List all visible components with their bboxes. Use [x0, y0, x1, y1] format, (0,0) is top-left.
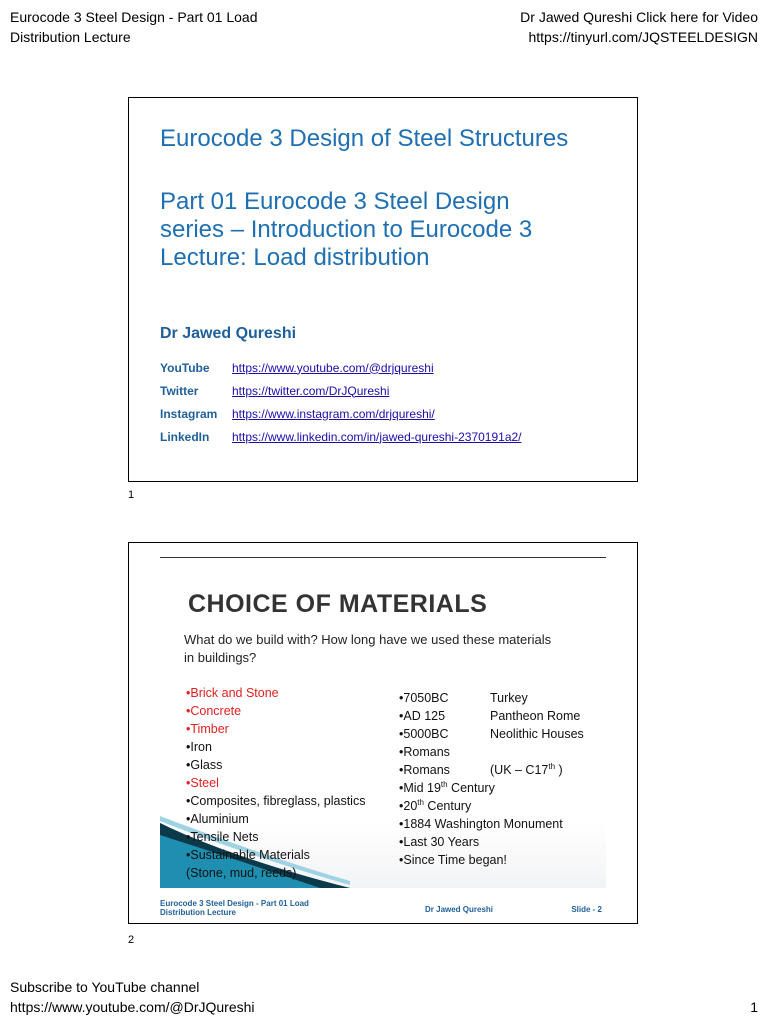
slide-title: CHOICE OF MATERIALS: [188, 590, 488, 618]
page-header-left: [10, 7, 258, 47]
list-item: •20th Century: [399, 797, 472, 813]
link-label: YouTube: [160, 360, 210, 375]
subtitle-line: Lecture: Load distribution: [160, 244, 430, 271]
page-number: 1: [750, 999, 758, 1015]
subtitle-line: Part 01 Eurocode 3 Steel Design: [160, 188, 510, 215]
list-item: •Steel: [186, 776, 219, 790]
list-item: •Iron: [186, 740, 212, 754]
footer-title-line: Distribution Lecture: [160, 908, 237, 917]
slide-1: [128, 97, 638, 482]
slide-content-panel: [160, 557, 606, 888]
footer-title-line: Eurocode 3 Steel Design - Part 01 Load: [160, 899, 309, 908]
slide-footer-title: [160, 899, 309, 917]
link-label: LinkedIn: [160, 429, 210, 444]
list-item: [399, 761, 584, 779]
subtitle-line: series – Introduction to Eurocode 3: [160, 216, 533, 243]
header-video-text[interactable]: Dr Jawed Qureshi Click here for Video: [520, 9, 758, 25]
list-item: •Glass: [186, 758, 223, 772]
footer-youtube-link[interactable]: https://www.youtube.com/@DrJQureshi: [10, 999, 255, 1015]
history-when: •Romans: [399, 745, 450, 759]
list-item: •1884 Washington Monument: [399, 817, 563, 831]
list-item: •Last 30 Years: [399, 835, 480, 849]
slide-footer: [160, 899, 606, 919]
social-links: [160, 356, 522, 448]
list-item: [399, 743, 584, 761]
list-item: •Concrete: [186, 704, 242, 718]
slide-2: [128, 542, 638, 924]
list-item: [399, 725, 584, 743]
history-where: (UK – C17th ): [490, 761, 563, 777]
slide-question: [184, 631, 594, 667]
slide-footer-author: Dr Jawed Qureshi: [425, 905, 494, 914]
list-item: •Mid 19th Century: [399, 779, 495, 795]
materials-list: [186, 684, 365, 882]
slide-number: 1: [128, 489, 135, 501]
linkedin-link[interactable]: https://www.linkedin.com/in/jawed-qureshi-2370191a2/: [232, 429, 522, 444]
history-when: •5000BC: [399, 727, 449, 741]
header-doc-title: Eurocode 3 Steel Design - Part 01 Load: [10, 9, 258, 25]
link-row-linkedin: [160, 425, 522, 448]
list-item: •Timber: [186, 722, 229, 736]
question-line: in buildings?: [184, 650, 257, 665]
slide-subtitle: [160, 188, 620, 272]
list-item: [399, 689, 584, 707]
question-line: What do we build with? How long have we used these materials: [184, 632, 552, 647]
history-when: •Romans: [399, 763, 450, 777]
slide-footer-number: Slide - 2: [571, 905, 602, 914]
slide-title: Eurocode 3 Design of Steel Structures: [160, 125, 569, 152]
link-label: Twitter: [160, 383, 199, 398]
history-list: [399, 689, 584, 869]
history-where: Pantheon Rome: [490, 709, 581, 723]
list-item: (Stone, mud, reeds): [186, 866, 297, 880]
list-item: •Brick and Stone: [186, 686, 279, 700]
page-footer-left: [10, 977, 255, 1017]
history-where: Turkey: [490, 691, 528, 705]
list-item: •Composites, fibreglass, plastics: [186, 794, 366, 808]
slide-number: 2: [128, 934, 135, 946]
link-row-twitter: [160, 379, 522, 402]
list-item: •Since Time began!: [399, 853, 507, 867]
twitter-link[interactable]: https://twitter.com/DrJQureshi: [232, 383, 390, 398]
link-label: Instagram: [160, 406, 218, 421]
link-row-instagram: [160, 402, 522, 425]
list-item: •Tensile Nets: [186, 830, 259, 844]
instagram-link[interactable]: https://www.instagram.com/drjqureshi/: [232, 406, 435, 421]
author-name: Dr Jawed Qureshi: [160, 325, 297, 342]
list-item: •Sustainable Materials: [186, 848, 310, 862]
header-doc-subtitle: Distribution Lecture: [10, 29, 131, 45]
history-where: Neolithic Houses: [490, 727, 584, 741]
footer-subscribe-text: Subscribe to YouTube channel: [10, 979, 200, 995]
list-item: •Aluminium: [186, 812, 249, 826]
history-when: •AD 125: [399, 709, 446, 723]
history-when: •7050BC: [399, 691, 449, 705]
link-row-youtube: [160, 356, 522, 379]
youtube-link[interactable]: https://www.youtube.com/@drjqureshi: [232, 360, 434, 375]
page-header-right: [520, 7, 758, 47]
list-item: [399, 707, 584, 725]
header-video-link[interactable]: https://tinyurl.com/JQSTEELDESIGN: [528, 29, 758, 45]
